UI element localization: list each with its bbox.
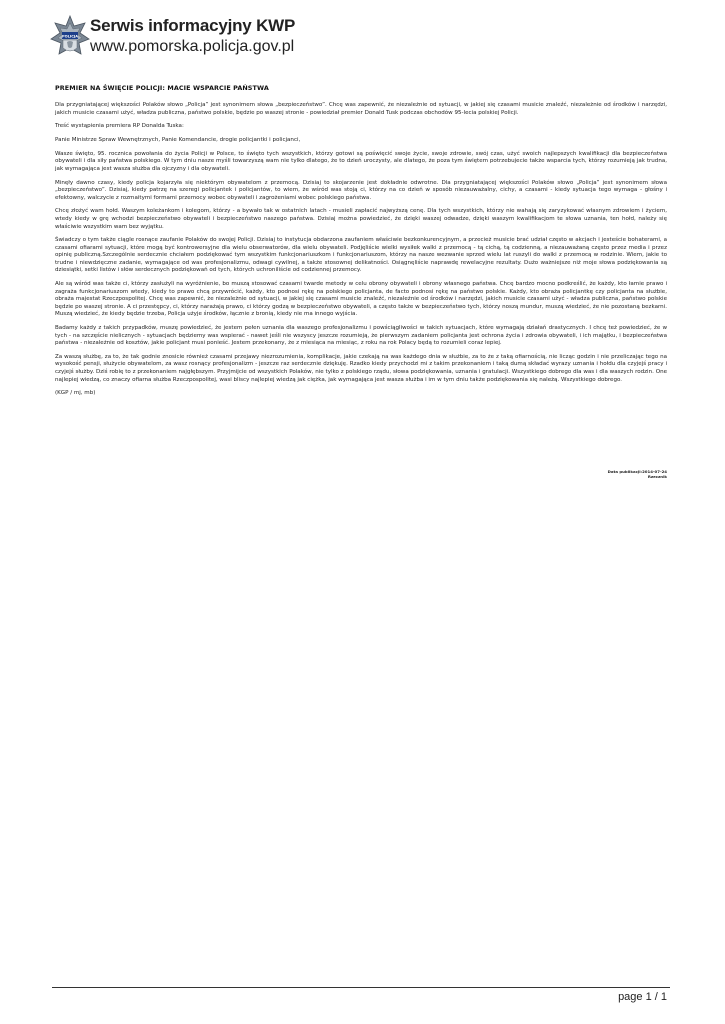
article-paragraph: Minęły dawno czasy, kiedy policja kojarzyła się niektórym obywatelom z przemocą. Dzisiaj to skojarzenie jest dokładnie odwrotne. Dla przygniatającej większości Polaków słowo „Policja” jest synonimem słowa „bezpieczeństwo”. Dzisiaj, kiedy patrzę na szeregi policjantek i policjantów, to wiem, że wśród was stoją ci, którzy na co dzień w sposób niezauważalny, cichy, a czasami - kiedy sytuacja tego wymaga - głośny i efektowny, walczycie z rozmaitymi formami przemocy wobec obywateli i zagrożeniami wobec polskiego państwa. [55, 179, 667, 201]
article-source: (KGP / mj, mb) [55, 390, 96, 397]
article-paragraph: Wasze święto, 95. rocznica powołania do życia Policji w Polsce, to święto tych wszystkich, którzy gotowi są poświęcić swoje życie, swoje zdrowie, swój czas, użyć swoich najlepszych kwalifikacji dla bezpieczeństwa obywateli i dla siły państwa polskiego. W tym dniu nasze myśli towarzyszą wam nie tylko dlatego, że to dzień uroczysty, ale dlatego, że poza tym świętem potrzebujecie także wsparcia tych, którzy rozumieją jak trudna, jak wymagająca jest wasza służba dla ojczyzny i dla obywateli. [55, 150, 667, 172]
article-body [55, 84, 667, 404]
article-paragraph: Badamy każdy z takich przypadków, muszę powiedzieć, że jestem pełen uznania dla waszego profesjonalizmu i powściągliwości w takich sytuacjach, które wymagają działań drastycznych. I chcę też powiedzieć, że w tych - na szczęście nielicznych - sytuacjach będziemy was wspierać - nawet jeśli nie wszyscy jeszcze rozumieją, że pierwszym zadaniem policjanta jest ochrona życia i zdrowia obywateli, i ich majątku, i bezpieczeństwa państwa - niezależnie od kosztów, jakie policjant musi ponieść. Jestem przekonany, że z miesiąca na miesiąc, z roku na rok Polacy będą to rozumieli coraz lepiej. [55, 325, 667, 347]
page-number: page 1 / 1 [618, 991, 667, 1003]
publication-author: Rzecznik [647, 474, 667, 479]
article-title: PREMIER NA ŚWIĘCIE POLICJI: MACIE WSPARCIE PAŃSTWA [55, 84, 269, 92]
publication-meta [608, 469, 667, 479]
police-star-logo-icon [50, 14, 90, 60]
site-name: Serwis informacyjny KWP [90, 16, 296, 35]
footer-divider [52, 987, 670, 988]
article-paragraph: Panie Ministrze Spraw Wewnętrznych, Panie Komendancie, drogie policjantki i policjanci, [55, 137, 301, 144]
article-paragraph: Chcę złożyć wam hołd. Waszym koleżankom i kolegom, którzy - a bywało tak w ostatnich latach - musieli zapłacić najwyższą cenę. Dla tych wszystkich, którzy nie wahają się zaryzykować własnym zdrowiem i życiem, wtedy kiedy w grę wchodzi bezpieczeństwo obywateli i bezpieczeństwo naszego państwa. Dzisiaj można powiedzieć, że dzięki waszej odwadze, dzięki waszym kwalifikacjom te słowa uznania, ten hołd, należy się właściwie wszystkim wam bez wyjątku. [55, 208, 667, 230]
site-url: www.pomorska.policja.gov.pl [90, 38, 295, 55]
publication-date: Data publikacji:2014-07-24 [607, 469, 667, 474]
page-header [50, 12, 680, 62]
article-paragraph: Za waszą służbę, za to, że tak godnie znosicie również czasami przejawy niezrozumienia, komplikacje, jakie czekają na was każdego dnia w służbie, za to że z taką ofiarnością, nie licząc godzin i nie przeliczając tego na wysokość pensji, służycie obywatelom, za wasz rosnący profesjonalizm - jeszcze raz serdecznie dziękuję. Rzadko kiedy przychodzi mi z takim przekonaniem i taką dumą składać wyrazy uznania i hołdu dla czyjejś pracy i czyjejś służby. Dziś robię to z przekonaniem najgłębszym. Przyjmijcie od wszystkich Polaków, nie tylko z polskiego rządu, słowa podziękowania, uznania i gratulacji. Wszystkiego dobrego dla was i dla waszych rodzin. One najlepiej wiedzą, co znaczy ofiarna służba Rzeczpospolitej, wasi bliscy najlepiej wiedzą jak ciężka, jak wymagająca jest wasza służba i im w tym dniu także podziękowania się należą. Wszystkiego dobrego. [55, 353, 667, 383]
svg-text:POLICJA: POLICJA [61, 34, 79, 39]
article-paragraph: Treść wystąpienia premiera RP Donalda Tuska: [55, 123, 184, 130]
article-paragraph: Ale są wśród was także ci, którzy zasłużyli na wyróżnienie, bo muszą stosować czasami twarde metody w celu obrony obywateli i obrony własnego państwa. Chcę bardzo mocno podkreślić, że każdy, kto łamie prawo i zagraża funkcjonariuszom wtedy, kiedy to prawo chcą przywrócić, każdy, kto podnosi rękę na polskiego policjanta, de facto podnosi rękę na państwo polskie. Każdy, kto obraża policjantkę czy policjanta na służbie, obraża majestat Rzeczpospolitej. Chcę was zapewnić, że niezależnie od sytuacji, w jakiej się czasami musicie znaleźć, niezależnie od środków i narzędzi, jakich musicie czasami użyć - władza publiczna, państwo polskie będzie po waszej stronie. A ci przestępcy, ci, którzy narażają prawo, ci którzy godzą w bezpieczeństwo obywateli, a często także w bezpieczeństwo tych, którzy noszą mundur, muszą wiedzieć, że nie pozostaną bezkarni. Muszą wiedzieć, że kiedy będzie trzeba, Policja użyje środków, łącznie z bronią, kiedy nie ma innego wyjścia. [55, 281, 667, 318]
article-paragraph: Świadczy o tym także ciągle rosnące zaufanie Polaków do swojej Policji. Dzisiaj to instytucja obdarzona zaufaniem właściwie bezkonkurencyjnym, a przecież musicie brać udział często w akcjach i jesteście bohaterami, a czasami ofiarami sytuacji, które mogą być kontrowersyjne dla wielu obserwatorów, dla wielu obywateli. Podjęliście wielki wysiłek walki z przemocą - tą cichą, tą codzienną, a niezauważaną często przez media i przez opinię publiczną.Szczególnie serdecznie chciałem podziękować tym wszystkim funkcjonariuszkom i funkcjonariuszom, którzy na nasze wezwanie sprzed wielu lat ruszyli do walki z przemocą w rodzinie. Wiem, jakie to trudne i niewdzięczne zadanie, wymagające od was profesjonalizmu, odwagi cywilnej, a także stosownej delikatności. Osiągnęliście naprawdę rewelacyjne rezultaty. Dużo ważniejsze niż moje słowa podziękowania są dziesiątki, setki listów i słów serdecznych podziękowań od tych, których uchroniliście od codziennej przemocy. [55, 237, 667, 274]
article-lead: Dla przygniatającej większości Polaków słowo „Policja” jest synonimem słowa „bezpieczeństwo”. Chcę was zapewnić, że niezależnie od sytuacji, w jakiej się czasami musicie znaleźć, niezależnie od środków i narzędzi, jakich musicie czasami użyć, władza publiczna, państwo polskie, będzie po waszej stronie - powiedział premier Donald Tusk podczas obchodów 95-lecia polskiej Policji. [55, 102, 667, 116]
